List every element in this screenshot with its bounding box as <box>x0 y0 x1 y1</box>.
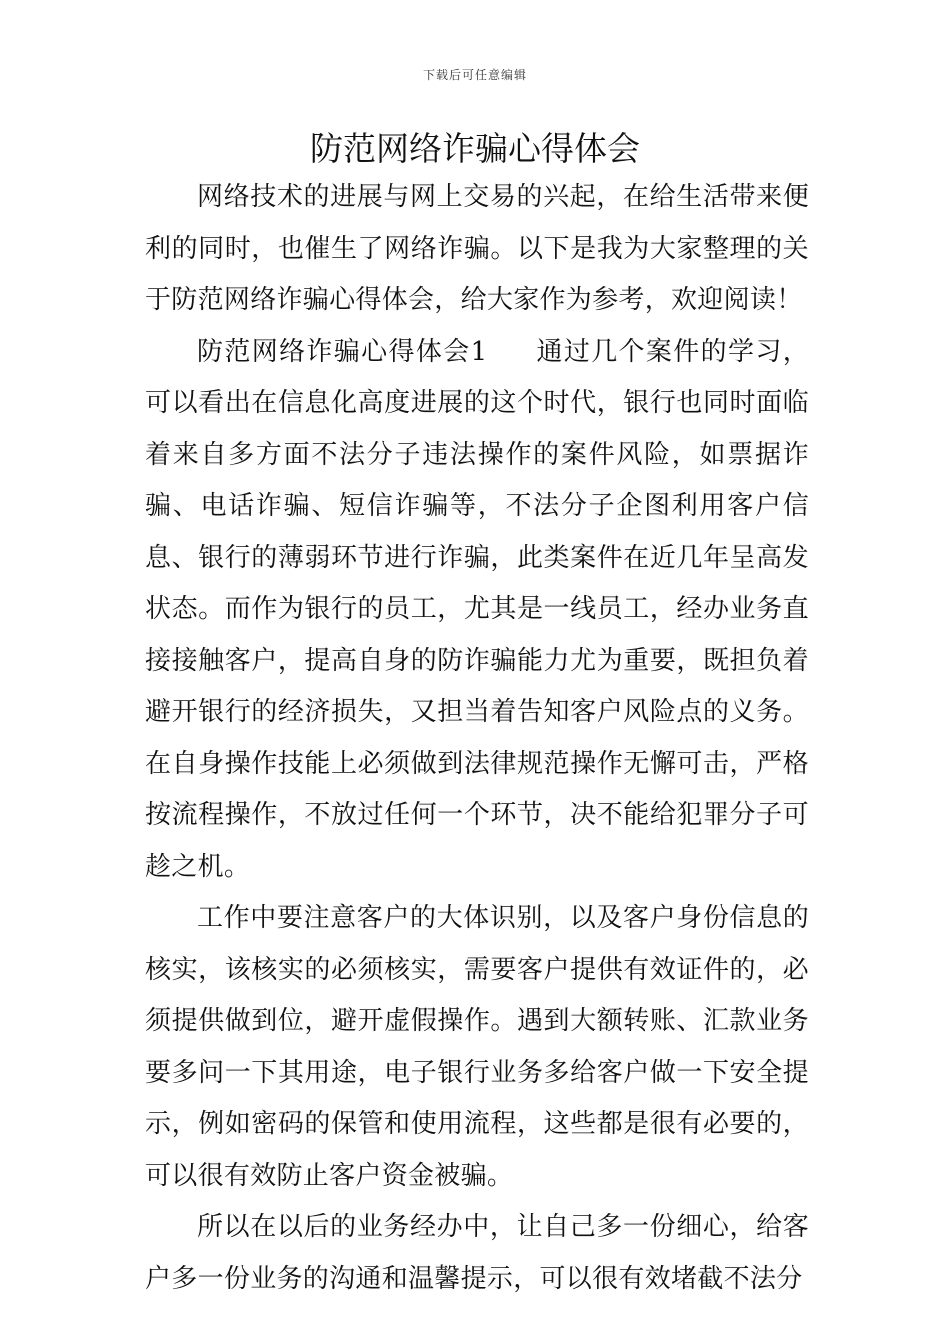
document-title: 防范网络诈骗心得体会 <box>310 129 640 168</box>
header-note: 下载后可任意编辑 <box>422 68 527 82</box>
document-body <box>145 172 809 1305</box>
paragraph-text: 网络技术的进展与网上交易的兴起，在给生活带来便利的同时，也催生了网络诈骗。以下是我为大家整理的关于防范网络诈骗心得体会，给大家作为参考，欢迎阅读！ <box>145 182 809 315</box>
paragraph-conclusion <box>145 1202 809 1305</box>
paragraph-work <box>145 893 809 1202</box>
paragraph-intro <box>145 172 809 327</box>
paragraph-text: 通过几个案件的学习，可以看出在信息化高度进展的这个时代，银行也同时面临着来自多方面不法分子违法操作的案件风险，如票据诈骗、电话诈骗、短信诈骗等，不法分子企图利用客户信息、银行的薄弱环节进行诈骗，此类案件在近几年呈高发状态。而作为银行的员工，尤其是一线员工，经办业务直接接触客户，提高自身的防诈骗能力尤为重要，既担负着避开银行的经济损失，又担当着告知客户风险点的义务。在自身操作技能上必须做到法律规范操作无懈可击，严格按流程操作，不放过任何一个环节，决不能给犯罪分子可趁之机。 <box>145 336 809 882</box>
paragraph-text: 所以在以后的业务经办中，让自己多一份细心，给客户多一份业务的沟通和温馨提示，可以很有效堵截不法分 <box>145 1212 809 1294</box>
paragraph-section-1 <box>145 327 809 894</box>
section-heading: 防范网络诈骗心得体会1 <box>197 336 488 367</box>
paragraph-text: 工作中要注意客户的大体识别，以及客户身份信息的核实，该核实的必须核实，需要客户提供有效证件的，必须提供做到位，避开虚假操作。遇到大额转账、汇款业务要多问一下其用途，电子银行业务多给客户做一下安全提示，例如密码的保管和使用流程，这些都是很有必要的，可以很有效防止客户资金被骗。 <box>145 903 809 1191</box>
